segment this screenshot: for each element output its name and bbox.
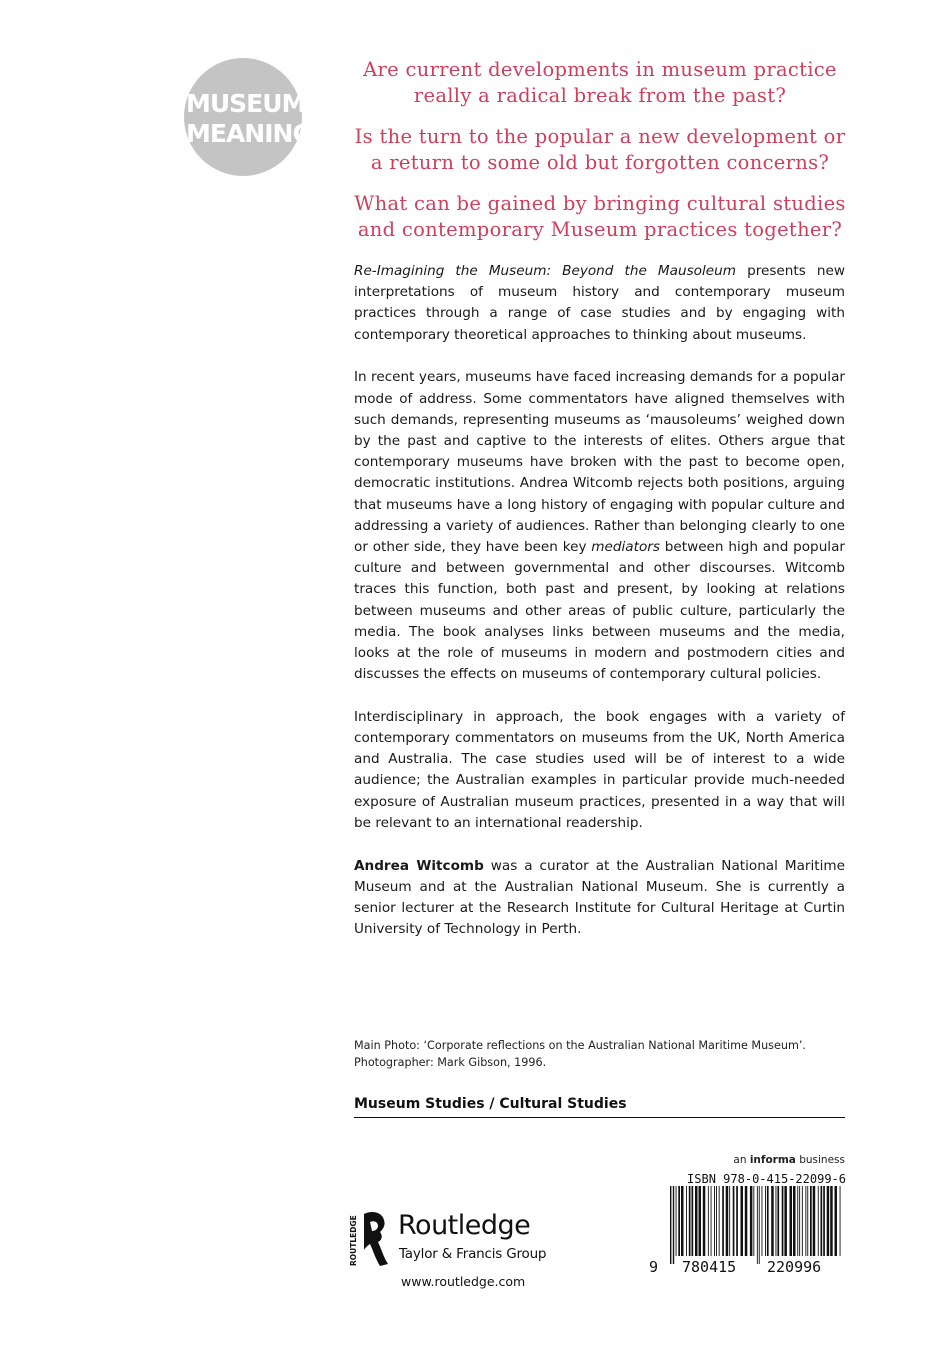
barcode-bar [757,1186,758,1264]
barcode-bar [711,1186,712,1256]
routledge-vertical-text: ROUTLEDGE [349,1215,358,1266]
barcode-bar [708,1186,709,1256]
paragraph-2-text-b: between high and popular culture and between governmental and other discourses. Witcomb traces this function, both past and present, by looking at relations between museums and other areas of public culture, particularly the media. The book analyses links between museums and the media, looks at the role of museums in modern and postmodern cities and discusses the effects on museums of contemporary cultural policies. [354,538,846,683]
informa-suffix: business [795,1154,845,1166]
barcode-bar [736,1186,738,1256]
barcode-bar [793,1186,796,1256]
barcode-bar [695,1186,698,1256]
barcode-bar [686,1186,687,1256]
barcode-bar [777,1186,779,1256]
barcode-bar [692,1186,694,1256]
barcode-right-digits: 220996 [767,1258,822,1276]
barcode-bar [678,1186,680,1256]
questions-block [350,57,850,258]
paragraph-2-text-a: In recent years, museums have faced increasing demands for a popular mode of address. Some commentators have aligned themselves with such demands, representing museums as ‘mausoleums’ weighed down by the past and captive to the interests of elites. Others argue that contemporary museums have broken with the past to become open, democratic institutions. Andrea Witcomb rejects both positions, arguing that museums have a long history of engaging with popular culture and addressing a variety of audiences. Rather than belonging clearly to one or other side, they have been key [354,369,845,555]
author-name: Andrea Witcomb [354,857,484,874]
paragraph-1-text: presents new interpretations of museum history and contemporary museum practices through a range of case studies and by engaging with contemporary theoretical approaches to thinking about museums. [354,263,846,343]
question-2: Is the turn to the popular a new development or a return to some old but forgotten concerns? [354,125,846,174]
informa-brand: informa [749,1154,796,1166]
barcode-bar [827,1186,830,1256]
barcode-bar [719,1186,720,1256]
barcode-bar [767,1186,769,1256]
barcode-bar [818,1186,819,1256]
barcode-bar [821,1186,823,1256]
barcode-bar [782,1186,784,1256]
barcode-bar [716,1186,717,1256]
book-title: Re-Imagining the Museum: Beyond the Mausoleum [354,263,736,279]
barcode-bar [745,1186,748,1256]
routledge-logo-icon [350,1210,390,1268]
museum-meanings-logo [184,58,329,176]
barcode-bar [813,1186,816,1256]
barcode-bar [726,1186,729,1256]
barcode-bar [790,1186,793,1256]
publisher-group: Taylor & Francis Group [399,1246,547,1262]
barcode-bar [784,1186,787,1256]
question-1: Are current developments in museum practice really a radical break from the past? [363,58,837,107]
barcode-bar [797,1186,798,1256]
barcode-bar [805,1186,806,1256]
barcode-bar [830,1186,833,1256]
barcode-bar [799,1186,800,1256]
barcode-bar [670,1186,671,1264]
barcode-bar [673,1186,674,1264]
barcode-bar [759,1186,760,1264]
question-3: What can be gained by bringing cultural studies and contemporary Museum practices together? [354,192,846,241]
barcode-bar [733,1186,735,1256]
barcode-bar [722,1186,724,1256]
barcode-bar [802,1186,803,1256]
barcode-bar [823,1186,825,1256]
isbn-label: ISBN 978-0-415-22099-6 [687,1172,846,1186]
barcode-bar [729,1186,730,1256]
barcode-bar [753,1186,754,1256]
publisher-name: Routledge [398,1210,531,1241]
barcode-digits [648,1258,848,1278]
barcode-lead-digit: 9 [649,1258,659,1276]
photo-credit-line-1: Main Photo: ‘Corporate reflections on the Australian National Maritime Museum’. [354,1039,806,1052]
logo-line-1: MUSEUM [186,89,306,118]
barcode-bar [835,1186,838,1256]
informa-prefix: an [733,1154,750,1166]
barcode-bar [750,1186,753,1256]
logo-line-2: MEANINGS [186,119,329,148]
barcode-bar [681,1186,684,1256]
barcode-bar [762,1186,763,1256]
barcode-bar [699,1186,702,1256]
barcode-bar [810,1186,812,1256]
photo-credit [354,1037,845,1071]
barcode-bar [714,1186,715,1256]
barcode-bar [676,1186,677,1256]
barcode-bars [670,1186,848,1264]
author-bio-text: was a curator at the Australian National Maritime Museum and at the Australian National Museum. She is currently a senior lecturer at the Research Institute for Cultural Heritage at Curtin University of Technology in Perth. [354,857,845,938]
subject-category: Museum Studies / Cultural Studies [354,1096,845,1118]
photo-credit-line-2: Photographer: Mark Gibson, 1996. [354,1056,547,1069]
isbn-barcode [648,1186,848,1278]
publisher-url: www.routledge.com [401,1274,526,1289]
barcode-bar [689,1186,691,1256]
blurb-paragraph-2 [354,367,845,685]
barcode-bar [840,1186,841,1256]
blurb-paragraph-3: Interdisciplinary in approach, the book engages with a variety of contemporary commentators on museums from the UK, North America and Australia. The case studies used will be of interest to a wide audience; the Australian examples in particular provide much-needed exposure of Australian museum practices, presented in a way that will be relevant to an international readership. [354,708,845,831]
barcode-bar [776,1186,777,1256]
barcode-bar [771,1186,774,1256]
informa-business-label [700,1154,845,1166]
barcode-bar [741,1186,744,1256]
blurb-body [354,261,845,962]
barcode-left-digits: 780415 [682,1258,737,1276]
paragraph-2-italic: mediators [591,538,660,555]
blurb-paragraph-1 [354,261,845,346]
barcode-bar [703,1186,706,1256]
author-bio [354,856,845,941]
barcode-bar [807,1186,808,1256]
barcode-bar [765,1186,766,1256]
